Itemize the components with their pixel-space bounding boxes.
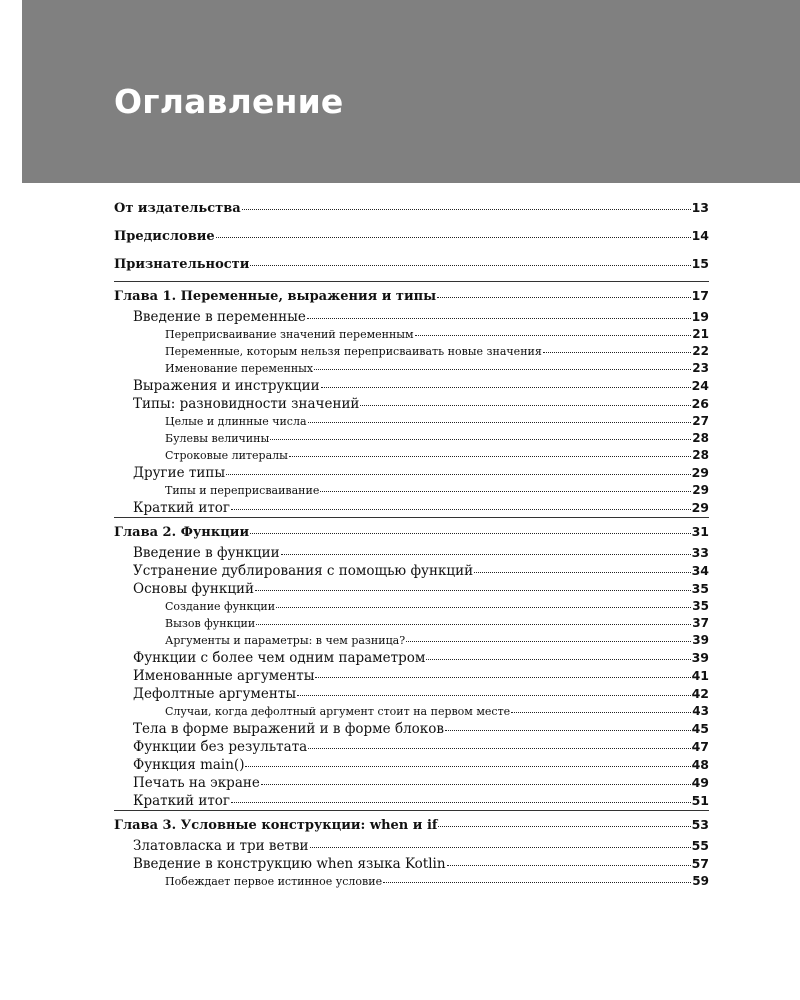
toc-entry-title: Типы: разновидности значений xyxy=(133,396,360,412)
toc-entry-page: 35 xyxy=(691,581,709,596)
dot-leader xyxy=(314,368,691,370)
toc-subsection-entry[interactable] xyxy=(114,413,709,430)
page-title: Оглавление xyxy=(114,82,344,121)
toc-entry-title: Строковые литералы xyxy=(165,449,288,462)
toc-entry-page: 43 xyxy=(692,704,709,718)
toc-entry-title: Функция main() xyxy=(133,757,245,773)
toc-subsection-entry[interactable] xyxy=(114,360,709,377)
toc-entry-title: Целые и длинные числа xyxy=(165,415,307,428)
dot-leader xyxy=(281,553,691,555)
toc-entry-page: 15 xyxy=(691,256,709,271)
toc-subsection-entry[interactable] xyxy=(114,615,709,632)
dot-leader xyxy=(276,606,691,608)
toc-entry-page: 33 xyxy=(691,545,709,560)
toc-entry-title: Краткий итог xyxy=(133,500,230,516)
dot-leader xyxy=(308,747,690,749)
toc-entry-page: 29 xyxy=(691,465,709,480)
table-of-contents xyxy=(114,197,709,890)
toc-entry-title: Именованные аргументы xyxy=(133,668,315,684)
toc-entry-title: Введение в конструкцию when языка Kotlin xyxy=(133,856,446,872)
toc-entry-page: 21 xyxy=(692,327,709,341)
dot-leader xyxy=(308,421,692,423)
header-banner xyxy=(22,0,800,183)
toc-entry-title: Побеждает первое истинное условие xyxy=(165,875,383,888)
toc-subsection-entry[interactable] xyxy=(114,430,709,447)
toc-section-entry[interactable] xyxy=(114,499,709,517)
toc-entry-page: 41 xyxy=(691,668,709,683)
toc-entry-page: 28 xyxy=(692,448,709,462)
dot-leader xyxy=(321,386,691,388)
dot-leader xyxy=(383,881,691,883)
toc-entry-title: Случаи, когда дефолтный аргумент стоит на первом месте xyxy=(165,705,511,718)
dot-leader xyxy=(261,783,691,785)
dot-leader xyxy=(360,404,690,406)
toc-entry-title: Переприсваивание значений переменным xyxy=(165,328,414,341)
toc-subsection-entry[interactable] xyxy=(114,343,709,360)
toc-subsection-entry[interactable] xyxy=(114,873,709,890)
toc-entry-title: Глава 3. Условные конструкции: when и if xyxy=(114,818,438,833)
dot-leader xyxy=(438,825,690,827)
toc-entry-page: 45 xyxy=(691,721,709,736)
dot-leader xyxy=(250,532,691,534)
toc-entry-title: Златовласка и три ветви xyxy=(133,838,309,854)
toc-entry-page: 23 xyxy=(692,361,709,375)
toc-entry-page: 13 xyxy=(691,200,709,215)
toc-entry-page: 26 xyxy=(691,396,709,411)
toc-section-entry[interactable] xyxy=(114,377,709,395)
dot-leader xyxy=(289,455,691,457)
toc-subsection-entry[interactable] xyxy=(114,482,709,499)
toc-entry-title: Основы функций xyxy=(133,581,255,597)
dot-leader xyxy=(270,438,691,440)
toc-entry-page: 22 xyxy=(692,344,709,358)
toc-entry-title: Дефолтные аргументы xyxy=(133,686,297,702)
dot-leader xyxy=(245,765,690,767)
toc-entry-page: 48 xyxy=(691,757,709,772)
toc-entry-title: Другие типы xyxy=(133,465,226,481)
toc-entry-page: 57 xyxy=(691,856,709,871)
toc-entry-title: Типы и переприсваивание xyxy=(165,484,320,497)
toc-entry-page: 39 xyxy=(692,633,709,647)
toc-entry-page: 59 xyxy=(692,874,709,888)
toc-entry-page: 27 xyxy=(692,414,709,428)
toc-entry-page: 49 xyxy=(691,775,709,790)
toc-entry-page: 47 xyxy=(691,739,709,754)
toc-section-entry[interactable] xyxy=(114,720,709,738)
toc-entry-page: 31 xyxy=(691,524,709,539)
toc-entry-title: От издательства xyxy=(114,201,241,216)
toc-entry-title: Краткий итог xyxy=(133,793,230,809)
toc-entry-title: Введение в функции xyxy=(133,545,280,561)
toc-entry-page: 51 xyxy=(691,793,709,808)
dot-leader xyxy=(437,296,690,298)
dot-leader xyxy=(231,801,691,803)
toc-section-entry[interactable] xyxy=(114,855,709,873)
toc-entry-title: Предисловие xyxy=(114,229,215,244)
toc-entry-title: Создание функции xyxy=(165,600,276,613)
toc-entry-title: Переменные, которым нельзя переприсваивать новые значения xyxy=(165,345,542,358)
toc-entry-title: Именование переменных xyxy=(165,362,314,375)
dot-leader xyxy=(231,508,691,510)
toc-entry-page: 53 xyxy=(691,817,709,832)
toc-section-entry[interactable] xyxy=(114,464,709,482)
toc-section-entry[interactable] xyxy=(114,562,709,580)
toc-chapter-entry[interactable] xyxy=(114,225,709,253)
dot-leader xyxy=(447,864,691,866)
toc-section-entry[interactable] xyxy=(114,792,709,810)
toc-entry-title: Печать на экране xyxy=(133,775,260,791)
toc-entry-title: Выражения и инструкции xyxy=(133,378,320,394)
toc-entry-title: Устранение дублирования с помощью функций xyxy=(133,563,474,579)
dot-leader xyxy=(415,334,692,336)
dot-leader xyxy=(426,658,690,660)
toc-section-entry[interactable] xyxy=(114,685,709,703)
dot-leader xyxy=(216,236,691,238)
toc-entry-page: 37 xyxy=(692,616,709,630)
toc-entry-title: Функции с более чем одним параметром xyxy=(133,650,426,666)
toc-chapter-entry[interactable] xyxy=(114,281,709,308)
toc-section-entry[interactable] xyxy=(114,649,709,667)
toc-subsection-entry[interactable] xyxy=(114,326,709,343)
toc-chapter-entry[interactable] xyxy=(114,810,709,837)
dot-leader xyxy=(242,208,691,210)
toc-entry-title: Булевы величины xyxy=(165,432,270,445)
toc-entry-page: 35 xyxy=(692,599,709,613)
toc-entry-title: Функции без результата xyxy=(133,739,308,755)
toc-subsection-entry[interactable] xyxy=(114,598,709,615)
dot-leader xyxy=(315,676,690,678)
toc-section-entry[interactable] xyxy=(114,756,709,774)
toc-entry-page: 14 xyxy=(691,228,709,243)
dot-leader xyxy=(511,711,691,713)
toc-chapter-entry[interactable] xyxy=(114,517,709,544)
dot-leader xyxy=(474,571,691,573)
toc-entry-page: 34 xyxy=(691,563,709,578)
toc-entry-page: 55 xyxy=(691,838,709,853)
toc-entry-title: Введение в переменные xyxy=(133,309,306,325)
toc-entry-page: 19 xyxy=(691,309,709,324)
toc-subsection-entry[interactable] xyxy=(114,632,709,649)
toc-entry-page: 29 xyxy=(692,483,709,497)
toc-entry-page: 29 xyxy=(691,500,709,515)
toc-section-entry[interactable] xyxy=(114,837,709,855)
toc-entry-title: Глава 1. Переменные, выражения и типы xyxy=(114,289,437,304)
dot-leader xyxy=(445,729,691,731)
toc-entry-title: Аргументы и параметры: в чем разница? xyxy=(165,634,406,647)
dot-leader xyxy=(310,846,691,848)
dot-leader xyxy=(256,623,691,625)
toc-section-entry[interactable] xyxy=(114,774,709,792)
toc-section-entry[interactable] xyxy=(114,395,709,413)
toc-entry-page: 17 xyxy=(691,288,709,303)
toc-entry-title: Тела в форме выражений и в форме блоков xyxy=(133,721,444,737)
toc-chapter-entry[interactable] xyxy=(114,253,709,281)
toc-entry-page: 28 xyxy=(692,431,709,445)
toc-entry-page: 24 xyxy=(691,378,709,393)
toc-entry-title: Вызов функции xyxy=(165,617,256,630)
toc-chapter-entry[interactable] xyxy=(114,197,709,225)
dot-leader xyxy=(543,351,692,353)
dot-leader xyxy=(307,317,691,319)
toc-section-entry[interactable] xyxy=(114,738,709,756)
toc-section-entry[interactable] xyxy=(114,544,709,562)
toc-subsection-entry[interactable] xyxy=(114,703,709,720)
dot-leader xyxy=(297,694,690,696)
toc-entry-title: Признательности xyxy=(114,257,250,272)
toc-section-entry[interactable] xyxy=(114,580,709,598)
toc-entry-page: 42 xyxy=(691,686,709,701)
dot-leader xyxy=(320,490,691,492)
dot-leader xyxy=(250,264,690,266)
dot-leader xyxy=(226,473,690,475)
toc-section-entry[interactable] xyxy=(114,308,709,326)
toc-entry-page: 39 xyxy=(691,650,709,665)
toc-subsection-entry[interactable] xyxy=(114,447,709,464)
dot-leader xyxy=(255,589,691,591)
dot-leader xyxy=(406,640,691,642)
toc-entry-title: Глава 2. Функции xyxy=(114,525,250,540)
toc-section-entry[interactable] xyxy=(114,667,709,685)
